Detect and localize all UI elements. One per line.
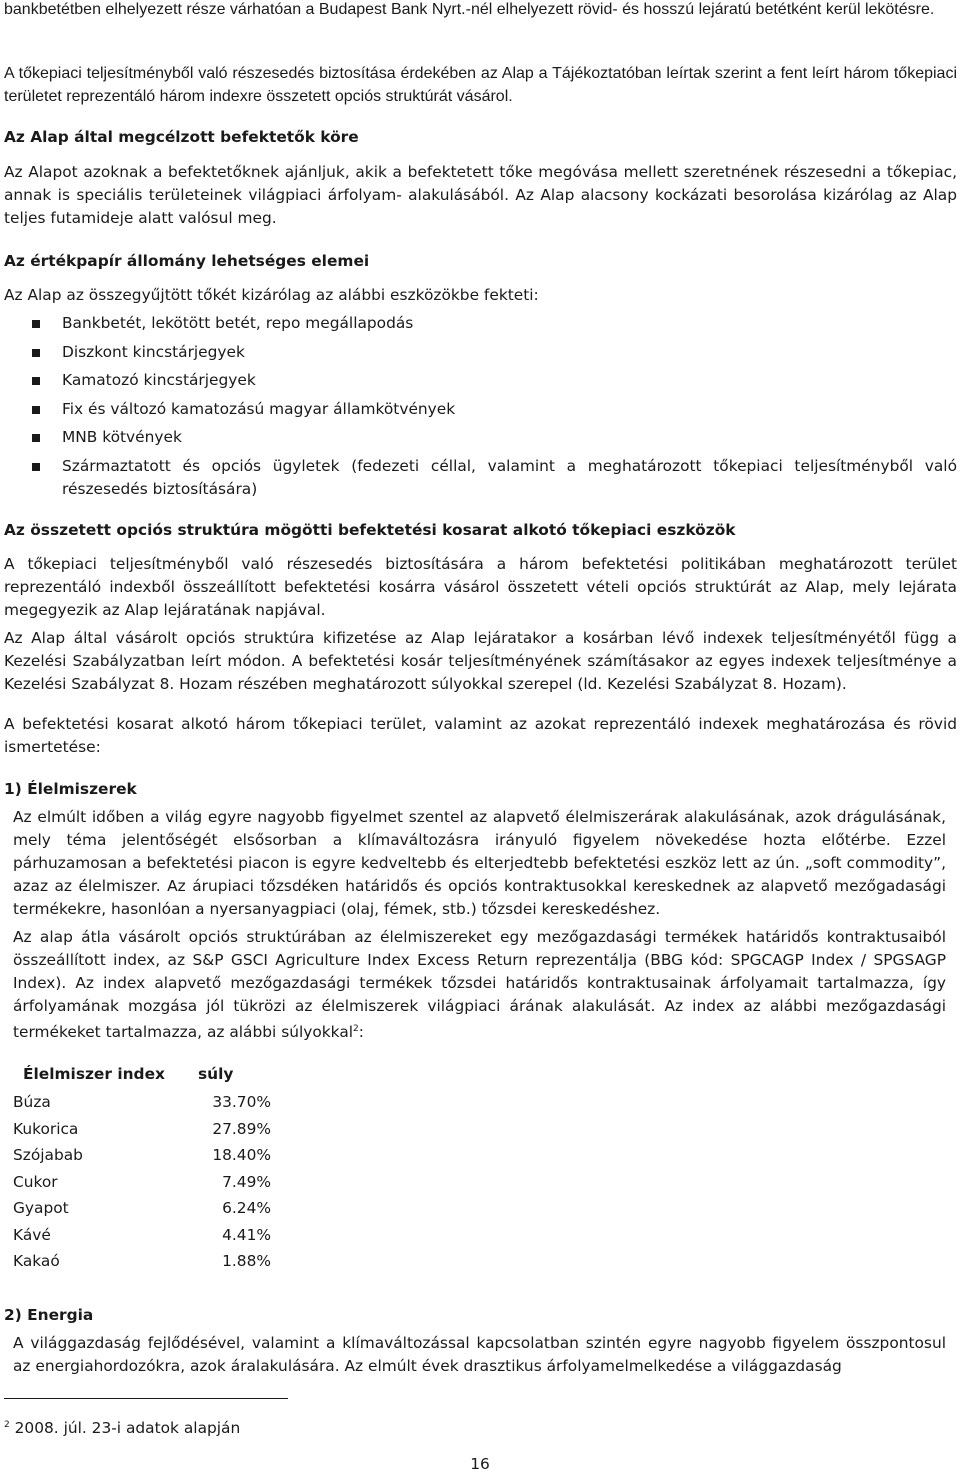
list-item-text: Kamatozó kincstárjegyek	[62, 371, 256, 389]
commodity-name: Kakaó	[13, 1252, 60, 1271]
commodity-weight: 6.24%	[222, 1199, 271, 1218]
list-item	[4, 455, 957, 501]
table-row	[13, 1142, 271, 1169]
food-paragraph-1: Az elmúlt időben a világ egyre nagyobb figyelmet szentel az alapvető élelmiszerárak alakulásának, azok drágulásának, mely téma jelentőségét elsősorban a klímaváltozásra irányuló figyelem növekedése hozta előtérbe. Ezzel párhuzamosan a befektetési piacon is egyre kedveltebb és elterjedtebb befektetési eszköz lett az ún. „soft commodity”, azaz az élelmiszer. Az árupiaci tőzsdéken határidős és opciós kontraktusokkal kereskednek az alapvető mezőgadasági termékekre, hasonlóan a nyersanyagpiaci (olaj, fémek, stb.) tőzsdei kereskedéshez.	[13, 808, 946, 918]
basket-paragraph-3: A befektetési kosarat alkotó három tőkepiaci terület, valamint az azokat reprezentáló indexek meghatározása és rövid ismertetése:	[4, 715, 957, 756]
column-header-index: Élelmiszer index	[23, 1065, 165, 1083]
commodity-weight: 18.40%	[212, 1146, 271, 1165]
square-bullet-icon	[32, 434, 40, 442]
list-item-text: Diszkont kincstárjegyek	[62, 342, 245, 361]
portfolio-asset-list	[4, 312, 957, 506]
table-row	[13, 1169, 271, 1196]
commodity-name: Kukorica	[13, 1119, 79, 1138]
table-header-row	[13, 1059, 271, 1089]
table-row	[13, 1222, 271, 1249]
column-header-weight: súly	[198, 1065, 234, 1083]
footnote-divider	[4, 1398, 288, 1399]
list-item	[4, 312, 957, 335]
energy-heading: 2) Energia	[4, 1306, 94, 1324]
commodity-name: Búza	[13, 1093, 51, 1112]
food-paragraph-2-text: Az alap átla vásárolt opciós struktúrában az élelmiszereket egy mezőgazdasági termékek határidős kontraktusaiból összeállított index, az S&P GSCI Agriculture Index Excess Return reprezentálja (BBG kód: SPGCAGP Index / SPGSAGP Index). Az index alapvető mezőgazdasági termékek tőzsdei határidős kontraktusainak árfolyamait tartalmazza, így árfolyamának mozgása jól tükrözi az élelmiszerek világpiaci árának alakulását. Az index az alábbi mezőgazdasági termékeket tartalmazza, az alábbi súlyokkal	[13, 928, 946, 1041]
commodity-weight: 33.70%	[212, 1093, 271, 1112]
list-item	[4, 398, 957, 421]
commodity-name: Gyapot	[13, 1199, 69, 1218]
list-item-text: MNB kötvények	[62, 428, 182, 446]
investors-heading: Az Alap által megcélzott befektetők köre	[4, 128, 359, 146]
energy-paragraph-1: A világgazdaság fejlődésével, valamint a klímaváltozással kapcsolatban szintén egyre nagyobb figyelem összpontosul az energiahordozókra, azok áralakulására. Az elmúlt évek drasztikus árfolyamelmelkedése a világgazdaság	[13, 1334, 946, 1375]
list-item	[4, 341, 957, 364]
commodity-name: Cukor	[13, 1172, 58, 1191]
square-bullet-icon	[32, 320, 40, 328]
intro-paragraph-2: A tőkepiaci teljesítményből való részesedés biztosítása érdekében az Alap a Tájékoztatóban leírtak szerint a fent leírt három tőkepiaci területet reprezentáló három indexre összetett opciós struktúrát vásárol.	[4, 65, 957, 105]
footnote-marker: 2	[4, 1420, 10, 1430]
commodity-weight: 27.89%	[212, 1119, 271, 1138]
square-bullet-icon	[32, 377, 40, 385]
food-paragraph-2	[13, 926, 946, 1044]
table-row	[13, 1089, 271, 1116]
commodity-weight: 4.41%	[222, 1225, 271, 1244]
portfolio-intro: Az Alap az összegyűjtött tőkét kizárólag az alábbi eszközökbe fekteti:	[4, 286, 539, 304]
commodity-weight: 7.49%	[222, 1172, 271, 1191]
basket-paragraph-1: A tőkepiaci teljesítményből való részesedés biztosítására a három befektetési politikában meghatározott terület reprezentáló indexből összeállított befektetési kosárra vásárol összetett vételi opciós struktúrát az Alap, mely lejárata megegyezik az Alap lejáratának napjával.	[4, 555, 957, 619]
commodity-name: Szójabab	[13, 1146, 83, 1165]
footnote-text: 2008. júl. 23-i adatok alapján	[9, 1419, 241, 1437]
basket-heading: Az összetett opciós struktúra mögötti befektetési kosarat alkotó tőkepiaci eszközök	[4, 521, 736, 539]
list-item	[4, 369, 957, 392]
food-index-weights-table	[13, 1059, 271, 1275]
list-item-text: Bankbetét, lekötött betét, repo megállapodás	[62, 314, 414, 332]
table-row	[13, 1116, 271, 1143]
food-heading: 1) Élelmiszerek	[4, 780, 137, 798]
table-row	[13, 1248, 271, 1275]
square-bullet-icon	[32, 463, 40, 471]
commodity-weight: 1.88%	[222, 1252, 271, 1271]
square-bullet-icon	[32, 406, 40, 414]
investors-paragraph: Az Alapot azoknak a befektetőknek ajánljuk, akik a befektetett tőke megóvása mellett szeretnének részesedni a tőkepiac, annak is speciális területeinek világpiaci árfolyam- alakulásából. Az Alap alacsony kockázati besorolása kizárólag az Alap teljes futamideje alatt valósul meg.	[4, 163, 957, 227]
food-paragraph-2-tail: :	[358, 1023, 364, 1041]
commodity-name: Kávé	[13, 1225, 51, 1244]
list-item	[4, 426, 957, 449]
table-row	[13, 1195, 271, 1222]
list-item-text: Fix és változó kamatozású magyar államkötvények	[62, 399, 456, 418]
intro-paragraph-1: bankbetétben elhelyezett része várhatóan a Budapest Bank Nyrt.-nél elhelyezett rövid- és hosszú lejáratú betétként kerül lekötésre.	[4, 1, 935, 18]
basket-paragraph-2: Az Alap által vásárolt opciós struktúra kifizetése az Alap lejáratakor a kosárban lévő indexek teljesítményétől függ a Kezelési Szabályzatban leírt módon. A befektetési kosár teljesítményének számításakor az egyes indexek teljesítménye a Kezelési Szabályzat 8. Hozam részében meghatározott súlyokkal szerepel (ld. Kezelési Szabályzat 8. Hozam).	[4, 629, 957, 693]
footnote	[4, 1414, 240, 1440]
page-number: 16	[470, 1455, 490, 1473]
portfolio-heading: Az értékpapír állomány lehetséges elemei	[4, 252, 370, 270]
list-item-text: Származtatott és opciós ügyletek (fedezeti céllal, valamint a meghatározott tőkepiaci teljesítményből való részesedés biztosítására)	[62, 456, 957, 498]
square-bullet-icon	[32, 349, 40, 357]
footnote-reference[interactable]: 2	[353, 1024, 359, 1034]
